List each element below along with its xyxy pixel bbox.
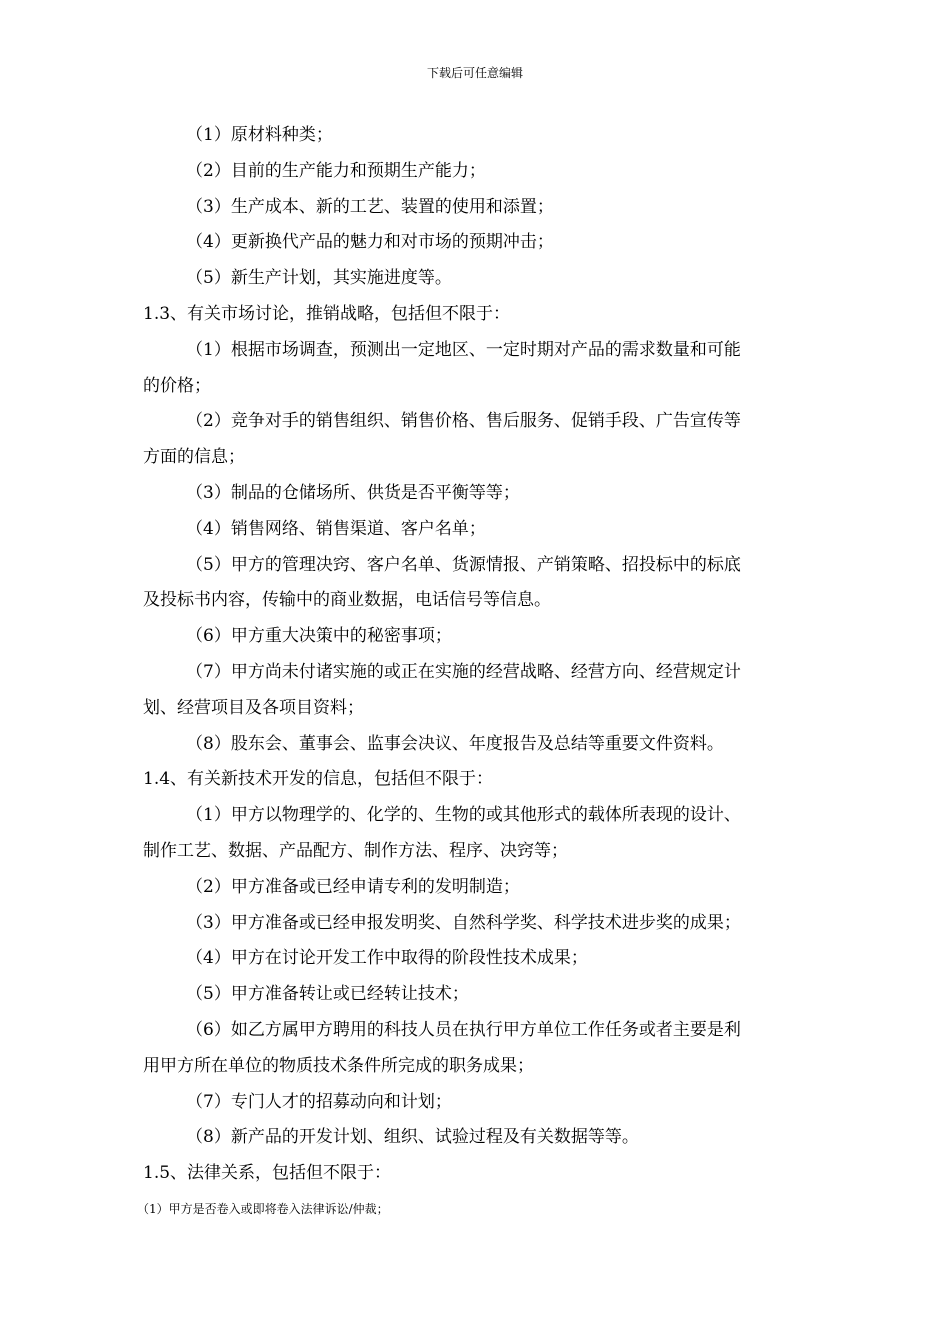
paragraph: （6）甲方重大决策中的秘密事项； [186,626,452,647]
paragraph: （7）甲方尚未付诸实施的或正在实施的经营战略、经营方向、经营规定计 [186,661,741,682]
paragraph-continuation: 用甲方所在单位的物质技术条件所完成的职务成果； [143,1055,534,1076]
paragraph: （8）新产品的开发计划、组织、试验过程及有关数据等等。 [186,1127,639,1148]
paragraph: （2）目前的生产能力和预期生产能力； [186,160,486,181]
paragraph: （3）制品的仓储场所、供货是否平衡等等； [186,482,520,503]
document-body [137,118,813,1228]
paragraph-continuation: 的价格； [143,375,211,396]
paragraph: （1）根据市场调查，预测出一定地区、一定时期对产品的需求数量和可能 [186,339,741,360]
paragraph: （5）甲方的管理决窍、客户名单、货源情报、产销策略、招投标中的标底 [186,554,741,575]
paragraph: （5）新生产计划，其实施进度等。 [186,268,452,289]
paragraph: （3）生产成本、新的工艺、装置的使用和添置； [186,196,554,217]
paragraph: （2）甲方准备或已经申请专利的发明制造； [186,876,520,897]
section-heading: 1.5、法律关系，包括但不限于： [143,1163,392,1184]
paragraph: （8）股东会、董事会、监事会决议、年度报告及总结等重要文件资料。 [186,733,724,754]
paragraph: （1）甲方以物理学的、化学的、生物的或其他形式的载体所表现的设计、 [186,805,741,826]
paragraph: （4）更新换代产品的魅力和对市场的预期冲击； [186,232,554,253]
paragraph-continuation: 划、经营项目及各项目资料； [143,697,364,718]
paragraph-continuation: 方面的信息； [143,447,245,468]
section-heading: 1.4、有关新技术开发的信息，包括但不限于： [143,769,494,790]
paragraph: （7）专门人才的招募动向和计划； [186,1091,452,1112]
paragraph: （4）销售网络、销售渠道、客户名单； [186,518,486,539]
paragraph: （4）甲方在讨论开发工作中取得的阶段性技术成果； [186,948,588,969]
paragraph: （6）如乙方属甲方聘用的科技人员在执行甲方单位工作任务或者主要是利 [186,1019,741,1040]
paragraph: （5）甲方准备转让或已经转让技术； [186,984,469,1005]
paragraph: （2）竞争对手的销售组织、销售价格、售后服务、促销手段、广告宣传等 [186,411,741,432]
paragraph-continuation: 及投标书内容，传输中的商业数据，电话信号等信息。 [143,590,551,611]
paragraph: （1）甲方是否卷入或即将卷入法律诉讼/仲裁； [137,1201,389,1216]
paragraph: （3）甲方准备或已经申报发明奖、自然科学奖、科学技术进步奖的成果； [186,912,741,933]
page-header: 下载后可任意编辑 [426,66,523,80]
paragraph: （1）原材料种类； [186,125,333,145]
section-heading: 1.3、有关市场讨论，推销战略，包括但不限于： [143,303,511,324]
paragraph-continuation: 制作工艺、数据、产品配方、制作方法、程序、决窍等； [143,840,568,861]
